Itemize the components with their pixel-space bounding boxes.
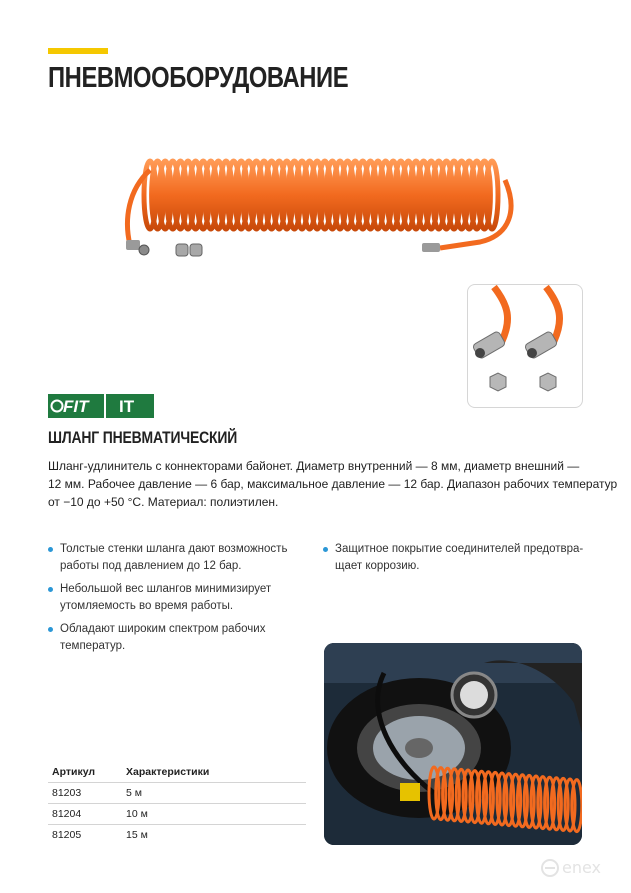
- feature-item: Небольшой вес шлангов минимизирует утомляемость во время работы.: [48, 581, 308, 615]
- connector-closeup-image: [468, 285, 582, 407]
- features-list-left: [48, 541, 308, 661]
- enex-logo-icon: [540, 858, 560, 878]
- page-title: ПНЕВМООБОРУДОВАНИЕ: [48, 62, 349, 94]
- article-cell: 81205: [48, 825, 122, 846]
- table-header-row: [48, 762, 306, 783]
- fit-logo: [48, 394, 154, 418]
- bullet-icon: [48, 547, 53, 552]
- bullet-icon: [323, 547, 328, 552]
- usage-photo: [324, 643, 582, 845]
- connector-detail-card: [467, 284, 583, 408]
- column-header-specs: Характеристики: [126, 766, 210, 778]
- article-cell: 81203: [48, 783, 122, 804]
- table-row: [48, 825, 306, 846]
- table-row: [48, 783, 306, 804]
- product-name: ШЛАНГ ПНЕВМАТИЧЕСКИЙ: [48, 428, 238, 447]
- feature-item: Обладают широким спектром рабочих температур.: [48, 621, 308, 655]
- feature-item: Защитное покрытие соединителей предотвра- щает коррозию.: [323, 541, 593, 575]
- bullet-icon: [48, 627, 53, 632]
- enex-watermark: [540, 856, 620, 880]
- accent-bar: [48, 48, 108, 54]
- connector-pair: [176, 244, 202, 256]
- logo-suffix: IT: [119, 397, 135, 416]
- table-row: [48, 804, 306, 825]
- length-cell: 10 м: [122, 804, 306, 825]
- watermark-text: enex: [562, 858, 602, 877]
- column-header-article: Артикул: [52, 766, 96, 778]
- features-list-right: [323, 541, 593, 581]
- spec-table: [48, 762, 306, 845]
- logo-text: FIT: [63, 397, 89, 416]
- article-cell: 81204: [48, 804, 122, 825]
- product-description: [48, 457, 618, 511]
- tire-inflation-photo: [324, 643, 582, 845]
- description-line: 12 мм. Рабочее давление — 6 бар, максимальное давление — 12 бар. Диапазон рабочих температур: [48, 477, 618, 491]
- description-line: Шланг-удлинитель с коннекторами байонет. Диаметр внутренний — 8 мм, диаметр внешний —: [48, 459, 580, 473]
- bullet-icon: [48, 587, 53, 592]
- feature-item: Толстые стенки шланга дают возможность работы под давлением до 12 бар.: [48, 541, 308, 575]
- description-line: от −10 до +50 °C. Материал: полиэтилен.: [48, 495, 279, 509]
- coiled-hose-image: [110, 140, 530, 270]
- length-cell: 15 м: [122, 825, 306, 846]
- length-cell: 5 м: [122, 783, 306, 804]
